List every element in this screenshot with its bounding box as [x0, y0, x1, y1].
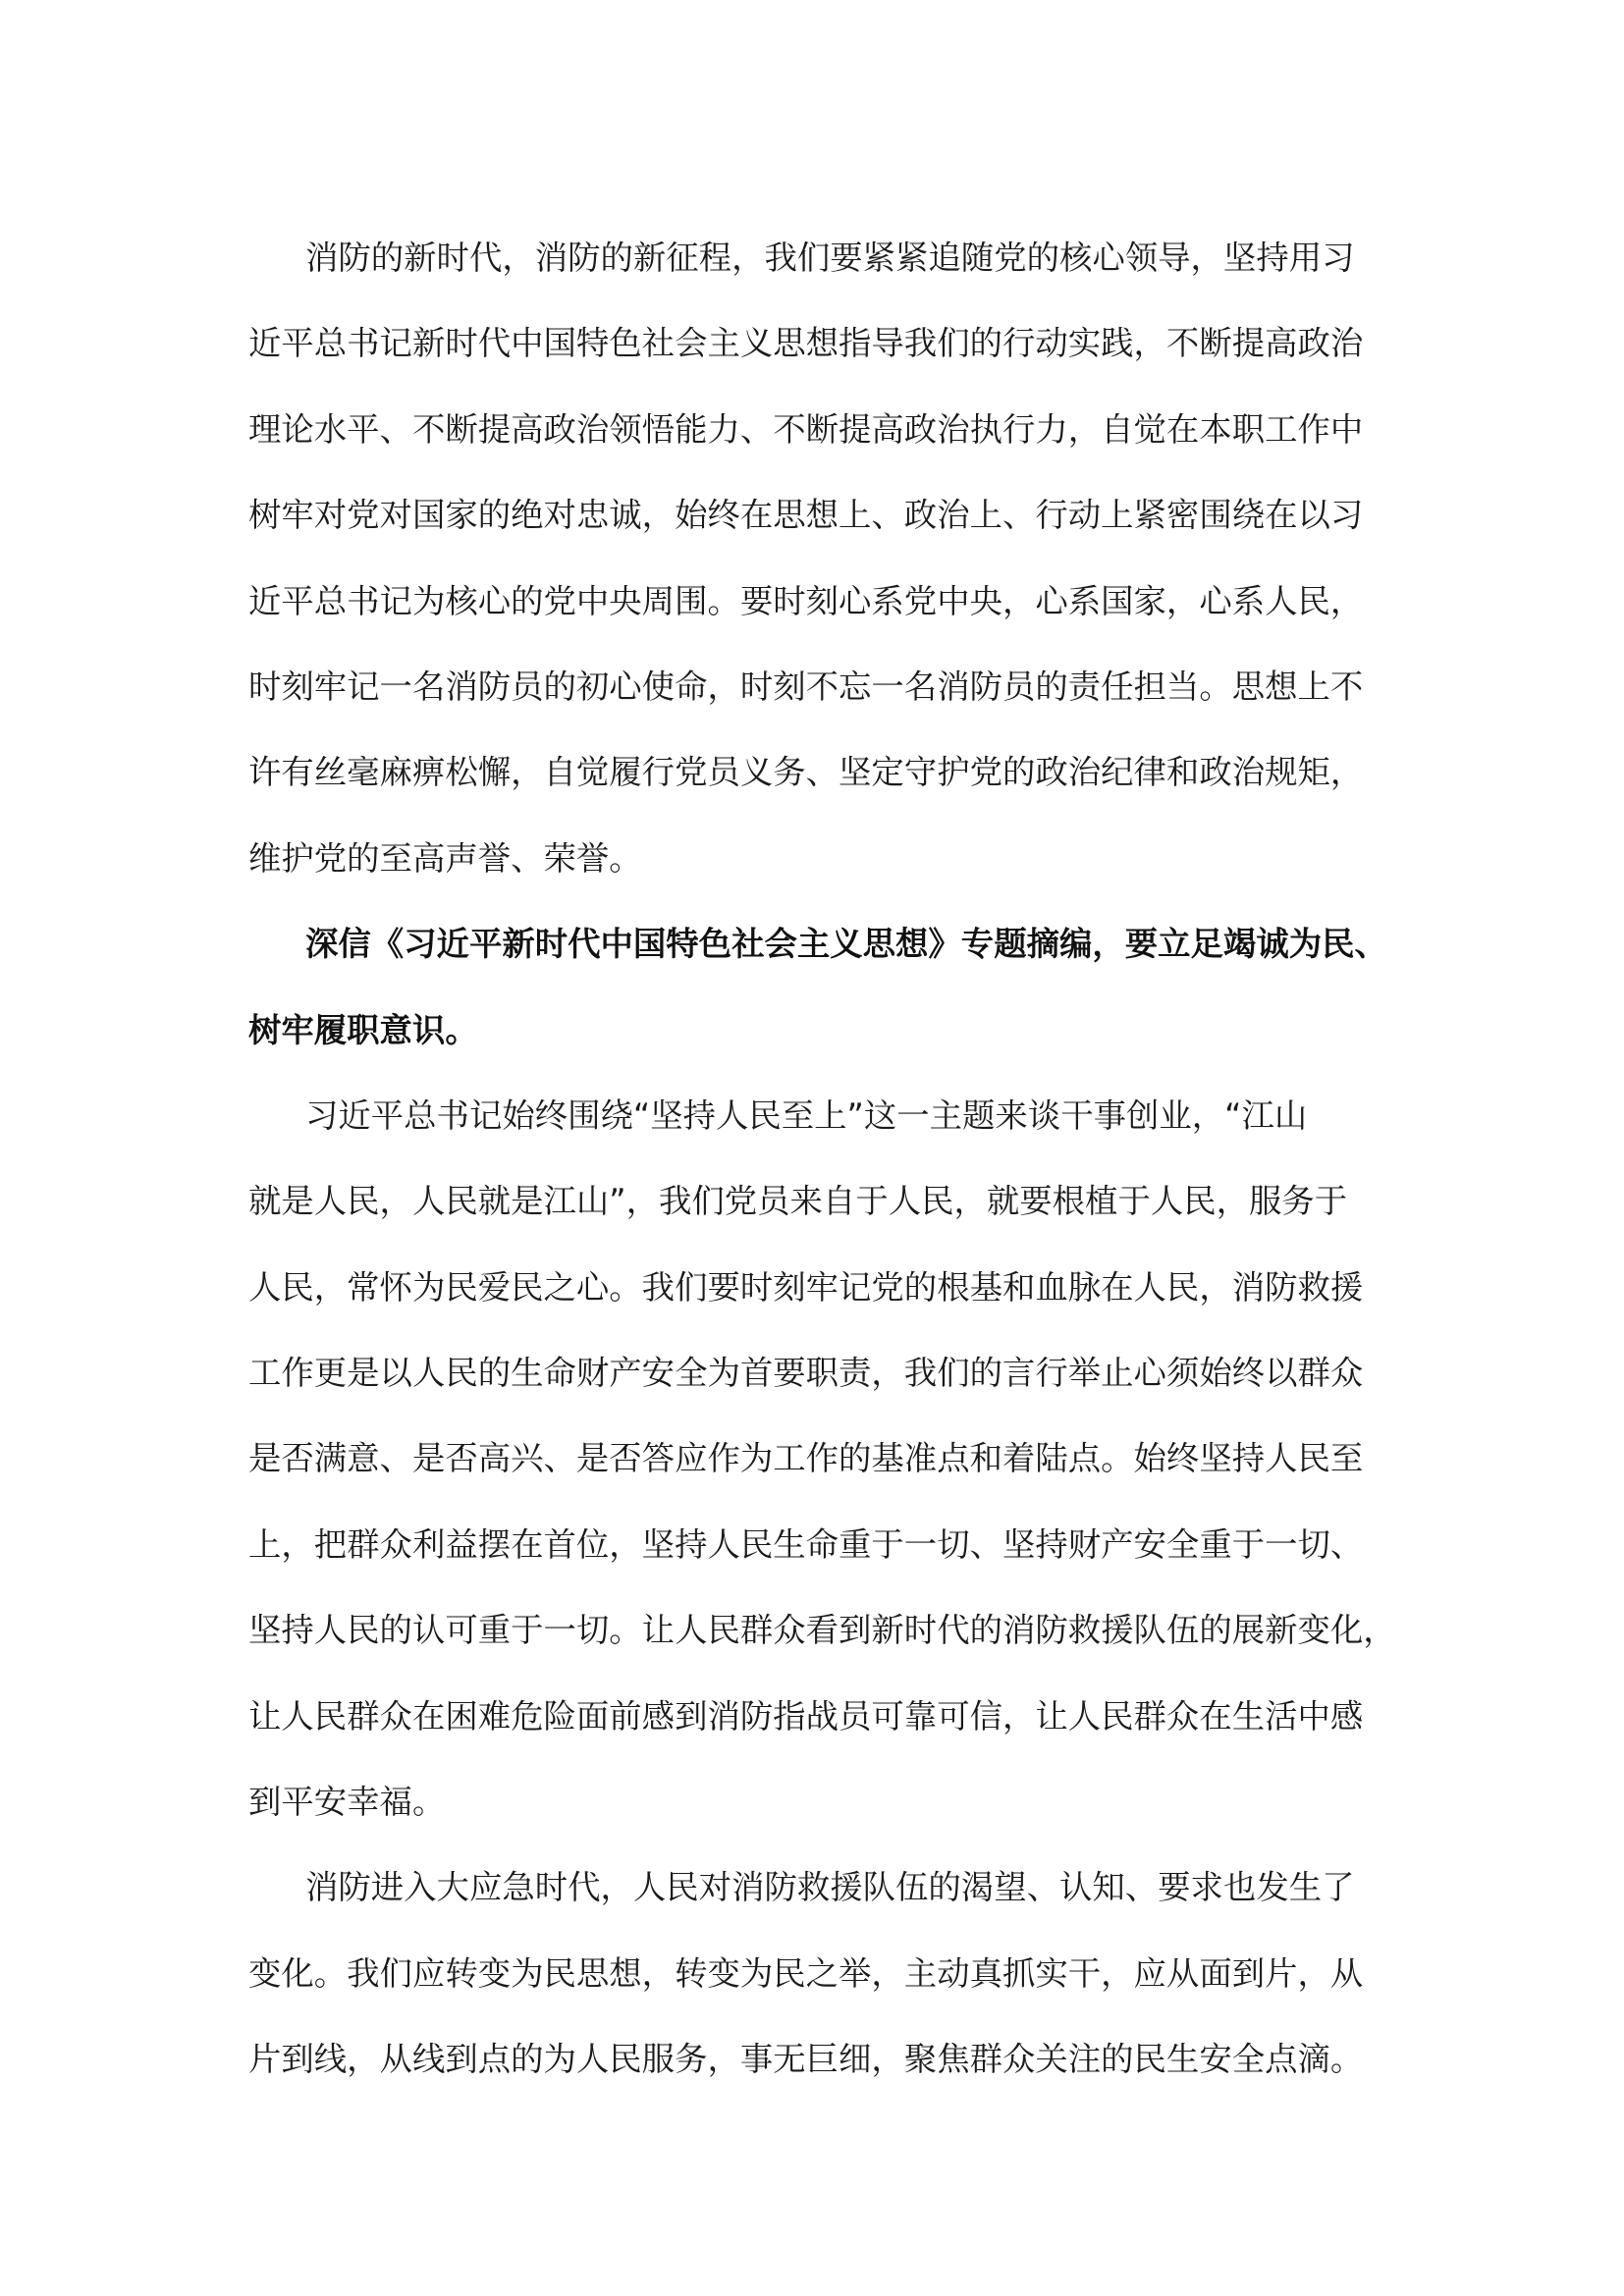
text-line: 人民，常怀为民爱民之心。我们要时刻牢记党的根基和血脉在人民，消防救援	[248, 1267, 1364, 1307]
text-line: 近平总书记为核心的党中央周围。要时刻心系党中央，心系国家，心系人民，	[248, 581, 1364, 620]
text-line: 树牢对党对国家的绝对忠诚，始终在思想上、政治上、行动上紧密围绕在以习	[248, 496, 1364, 535]
text-line: 工作更是以人民的生命财产安全为首要职责，我们的言行举止心须始终以群众	[248, 1354, 1364, 1393]
text-line: 上，把群众利益摆在首位，坚持人民生命重于一切、坚持财产安全重于一切、	[248, 1524, 1364, 1564]
paragraph-loyalty	[248, 215, 1374, 901]
text-line: 时刻牢记一名消防员的初心使命，时刻不忘一名消防员的责任担当。思想上不	[248, 667, 1364, 706]
text-line: 习近平总书记始终围绕“坚持人民至上”这一主题来谈干事创业，“江山	[305, 1095, 1308, 1135]
text-line: 是否满意、是否高兴、是否答应作为工作的基准点和着陆点。始终坚持人民至	[248, 1439, 1364, 1478]
text-line: 许有丝毫麻痹松懈，自觉履行党员义务、坚定守护党的政治纪律和政治规矩，	[248, 753, 1364, 792]
section-heading	[248, 901, 1387, 1073]
text-line: 理论水平、不断提高政治领悟能力、不断提高政治执行力，自觉在本职工作中	[248, 409, 1364, 449]
text-line: 近平总书记新时代中国特色社会主义思想指导我们的行动实践，不断提高政治	[248, 324, 1364, 363]
text-line: 消防的新时代，消防的新征程，我们要紧紧追随党的核心领导，坚持用习	[305, 239, 1355, 277]
text-line: 消防进入大应急时代，人民对消防救援队伍的渴望、认知、要求也发生了	[305, 1868, 1355, 1907]
text-line: 片到线，从线到点的为人民服务，事无巨细，聚焦群众关注的民生安全点滴。	[248, 2040, 1364, 2079]
text-line: 维护党的至高声誉、荣誉。	[248, 838, 642, 878]
heading-line: 深信《习近平新时代中国特色社会主义思想》专题摘编，要立足竭诚为民、	[305, 925, 1387, 964]
paragraph-people	[248, 1073, 1396, 1845]
text-line: 就是人民，人民就是江山”，我们党员来自于人民，就要根植于人民，服务于	[248, 1182, 1348, 1221]
text-line: 坚持人民的认可重于一切。让人民群众看到新时代的消防救援队伍的展新变化，	[248, 1611, 1396, 1650]
text-line: 让人民群众在困难危险面前感到消防指战员可靠可信，让人民群众在生活中感	[248, 1696, 1364, 1735]
paragraph-emergency-era	[248, 1844, 1374, 2102]
heading-line: 树牢履职意识。	[248, 1010, 478, 1049]
text-line: 变化。我们应转变为民思想，转变为民之举，主动真抓实干，应从面到片，从	[248, 1953, 1364, 1993]
text-line: 到平安幸福。	[248, 1783, 446, 1822]
document-page	[248, 215, 1396, 2103]
